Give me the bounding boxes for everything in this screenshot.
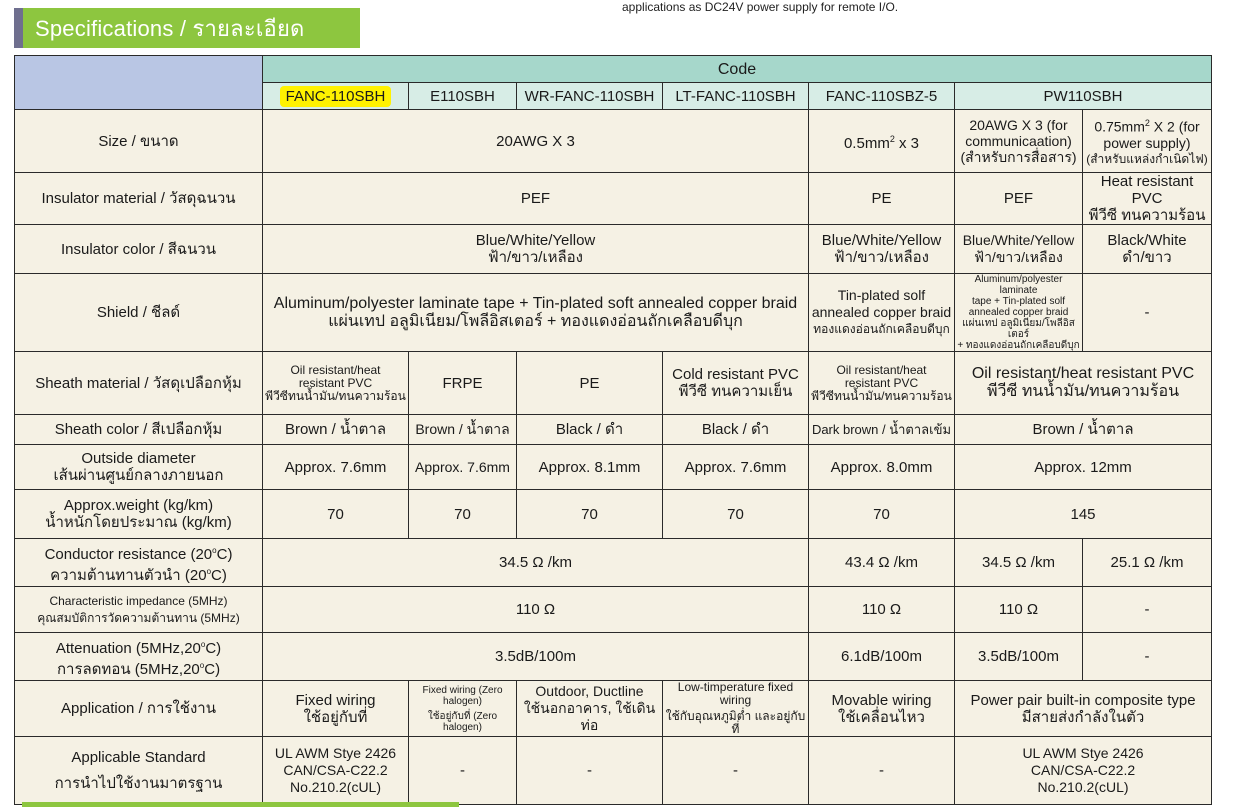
table-cell: 43.4 Ω /km [809,539,955,587]
cell-line: ใช้นอกอาคาร, ใช้เดินท่อ [523,700,656,733]
cell-line: ใช้เคลื่อนไหว [838,708,925,726]
row-label: Application / การใช้งาน [15,681,263,737]
superscript: 2 [889,133,895,144]
table-cell: Approx. 7.6mm [263,445,409,490]
cell-line: (สำหรับการสื่อสาร) [960,149,1077,165]
label-line: Applicable Standard [71,748,206,766]
cell-line: No.210.2(cUL) [289,779,382,795]
cell-line: Blue/White/Yellow [821,232,942,249]
column-header-fanc-110sbz-5: FANC-110SBZ-5 [809,83,955,110]
table-cell: 110 Ω [809,587,955,633]
table-cell [263,274,809,352]
column-header-wr-fanc-110sbh: WR-FANC-110SBH [517,83,663,110]
cell-text: x 3 [894,134,920,152]
table-cell: - [1083,587,1212,633]
table-row-application [15,681,1212,737]
table-cell [809,681,955,737]
row-label: Sheath material / วัสดุเปลือกหุ้ม [15,352,263,415]
label-line: น้ำหนักโดยประมาณ (kg/km) [45,514,232,531]
title-bar-edge [14,8,23,48]
table-cell: - [517,737,663,805]
cell-line: Low-timperature fixed wiring [677,680,794,707]
row-label [15,445,263,490]
cell-line: ฟ้า/ขาว/เหลือง [833,249,930,266]
label-line: Characteristic impedance (5MHz) [49,593,228,608]
cell-line: tape + Tin-plated solf [971,296,1066,307]
table-cell: 110 Ω [263,587,809,633]
table-cell [809,352,955,415]
cell-line: No.210.2(cUL) [1037,779,1129,795]
table-row-sheath-color [15,415,1212,445]
cell-line: พีวีซี ทนความร้อน [1088,207,1206,224]
cell-line: communicaation) [965,133,1072,149]
cell-line: พีวีซีทนน้ำมัน/ทนความร้อน [265,388,406,403]
table-cell: - [1083,633,1212,681]
cell-line: แผ่นเทป อลูมิเนียม/โพลีอิสเตอร์ [962,318,1075,340]
table-cell [1083,225,1212,274]
cell-line: Movable wiring [831,691,932,709]
table-cell [263,737,409,805]
column-header-lt-fanc-110sbh: LT-FANC-110SBH [663,83,809,110]
section-title: Specifications / รายละเอียด [23,8,360,48]
cell-line: $0.75mm^2$ X 2 (for [1094,118,1200,135]
cell-line: Blue/White/Yellow [962,232,1075,248]
table-cell: Brown / น้ำตาล [263,415,409,445]
cell-line: Black/White [1107,232,1187,249]
table-cell [955,352,1212,415]
cell-line: UL AWM Stye 2426 [1022,745,1144,761]
column-header-pw110sbh: PW110SBH [955,83,1212,110]
label-line: การลดทอน (5MHz,20$^o$C) [56,660,221,678]
row-label: Sheath color / สีเปลือกหุ้ม [15,415,263,445]
row-label [15,633,263,681]
cell-line: ฟ้า/ขาว/เหลือง [974,249,1063,265]
row-label [15,490,263,539]
table-cell: Brown / น้ำตาล [409,415,517,445]
row-label [15,539,263,587]
cell-line: resistant PVC [298,375,373,390]
cell-line: Aluminum/polyester laminate tape + Tin-plated soft annealed copper braid [273,294,798,312]
cell-line: แผ่นเทป อลูมิเนียม/โพลีอิสเตอร์ + ทองแดงอ่อนถักเคลือบดีบุก [328,312,743,330]
table-cell: 145 [955,490,1212,539]
table-cell: 70 [663,490,809,539]
label-line: Outside diameter [81,450,196,467]
cell-line: พีวีซี ทนความเย็น [678,383,793,400]
cell-line: ใช้กับอุณหภูมิต่ำ และอยู่กับที่ [665,709,806,736]
cell-line: ใช้อยู่กับที่ (Zero halogen) [427,710,498,733]
section-title-bar [14,8,360,48]
table-cell: PE [517,352,663,415]
table-header-row [15,56,1212,83]
table-cell [1083,110,1212,173]
table-cell [809,225,955,274]
cell-line: annealed copper braid [811,304,952,320]
cell-line: Fixed wiring [295,691,376,709]
row-label: Insulator material / วัสดุฉนวน [15,173,263,225]
table-row-outside-diameter [15,445,1212,490]
bottom-accent-bar [22,802,459,807]
table-row-attenuation [15,633,1212,681]
table-cell [263,225,809,274]
table-cell: 70 [409,490,517,539]
cell-text: 0.5mm [843,134,890,152]
top-note: applications as DC24V power supply for remote I/O. [622,0,899,14]
table-cell [955,110,1083,173]
cell-line: ใช้อยู่กับที่ [303,708,368,726]
highlighted-code: FANC-110SBH [280,86,392,107]
table-cell: 34.5 Ω /km [955,539,1083,587]
table-cell: 70 [263,490,409,539]
cell-line: Oil resistant/heat resistant PVC [971,365,1195,382]
table-cell: 3.5dB/100m [955,633,1083,681]
cell-line: power supply) [1103,134,1191,151]
table-cell: - [1083,274,1212,352]
table-cell: PEF [263,173,809,225]
table-cell: 20AWG X 3 [263,110,809,173]
table-cell: 25.1 Ω /km [1083,539,1212,587]
label-line: Attenuation (5MHz,20$^o$C) [55,639,222,657]
table-cell: Black / ดำ [517,415,663,445]
table-cell: Approx. 8.0mm [809,445,955,490]
table-cell: Approx. 12mm [955,445,1212,490]
table-row-shield [15,274,1212,352]
column-header-e110sbh: E110SBH [409,83,517,110]
cell-line: (สำหรับแหล่งกำเนิดไฟ) [1086,151,1208,166]
table-cell: PE [809,173,955,225]
table-cell: Approx. 7.6mm [663,445,809,490]
cell-line: annealed copper braid [968,307,1069,318]
table-cell: 6.1dB/100m [809,633,955,681]
corner-cell [15,56,263,110]
table-cell [263,681,409,737]
cell-line: Oil resistant/heat [290,362,381,377]
cell-line: ฟ้า/ขาว/เหลือง [487,249,584,266]
table-cell: Dark brown / น้ำตาลเข้ม [809,415,955,445]
column-header-fanc-110sbh [263,83,409,110]
cell-line: UL AWM Stye 2426 [274,745,397,761]
row-label: Size / ขนาด [15,110,263,173]
label-line: คุณสมบัติการวัดความต้านทาน (5MHz) [37,610,240,625]
table-row-insulator-material [15,173,1212,225]
table-cell: Approx. 8.1mm [517,445,663,490]
cell-line: CAN/CSA-C22.2 [1030,762,1136,778]
row-label: Insulator color / สีฉนวน [15,225,263,274]
cell-line: พีวีซีทนน้ำมัน/ทนความร้อน [811,388,952,403]
cell-line: ทองแดงอ่อนถักเคลือบดีบุก [813,322,950,336]
label-line: Approx.weight (kg/km) [63,497,214,514]
cell-line: Outdoor, Ductline [535,683,644,699]
cell-line: Fixed wiring (Zero halogen) [422,684,503,707]
table-cell: 70 [809,490,955,539]
table-cell [809,274,955,352]
table-cell [409,681,517,737]
table-cell [517,681,663,737]
code-header: Code [263,56,1212,83]
cell-line: 20AWG X 3 (for [969,117,1068,133]
cell-line: Tin-plated solf [837,287,926,303]
cell-line: Blue/White/Yellow [475,232,596,249]
cell-line: Aluminum/polyester laminate [974,274,1063,296]
table-row-standard [15,737,1212,805]
table-cell: 34.5 Ω /km [263,539,809,587]
row-label: Shield / ชีลด์ [15,274,263,352]
table-cell [955,681,1212,737]
table-cell: 70 [517,490,663,539]
table-cell [663,352,809,415]
table-cell: Black / ดำ [663,415,809,445]
table-cell: - [663,737,809,805]
row-label [15,737,263,805]
table-cell: - [809,737,955,805]
table-cell [1083,173,1212,225]
table-row-impedance [15,587,1212,633]
table-row-weight [15,490,1212,539]
label-line: Conductor resistance (20$^o$C) [44,545,233,563]
cell-line: + ทองแดงอ่อนถักเคลือบดีบุก [957,340,1080,351]
table-cell [955,225,1083,274]
table-cell: FRPE [409,352,517,415]
cell-line: Cold resistant PVC [672,366,799,383]
table-cell: Brown / น้ำตาล [955,415,1212,445]
table-cell: - [409,737,517,805]
cell-line: resistant PVC [844,375,919,390]
cell-line: CAN/CSA-C22.2 [283,762,388,778]
table-row-conductor-resistance [15,539,1212,587]
label-line: ความต้านทานตัวนำ (20$^o$C) [50,566,227,584]
cell-line: Oil resistant/heat [836,362,927,377]
cell-line: พีวีซี ทนน้ำมัน/ทนความร้อน [987,383,1180,400]
table-row-sheath-material [15,352,1212,415]
specifications-table [14,55,1212,805]
table-cell: 3.5dB/100m [263,633,809,681]
table-row-size [15,110,1212,173]
table-cell [955,737,1212,805]
table-row-insulator-color [15,225,1212,274]
table-cell [663,681,809,737]
table-cell: PEF [955,173,1083,225]
cell-line: Power pair built-in composite type [970,691,1196,709]
cell-line: ดำ/ขาว [1122,249,1172,266]
table-cell [809,110,955,173]
row-label [15,587,263,633]
table-cell [955,274,1083,352]
table-cell: 110 Ω [955,587,1083,633]
label-line: เส้นผ่านศูนย์กลางภายนอก [53,467,224,484]
cell-line: มีสายส่งกำลังในตัว [1021,708,1145,726]
label-line: การนำไปใช้งานมาตรฐาน [54,774,223,792]
table-cell: Approx. 7.6mm [409,445,517,490]
cell-line: Heat resistant PVC [1100,173,1194,207]
table-cell [263,352,409,415]
